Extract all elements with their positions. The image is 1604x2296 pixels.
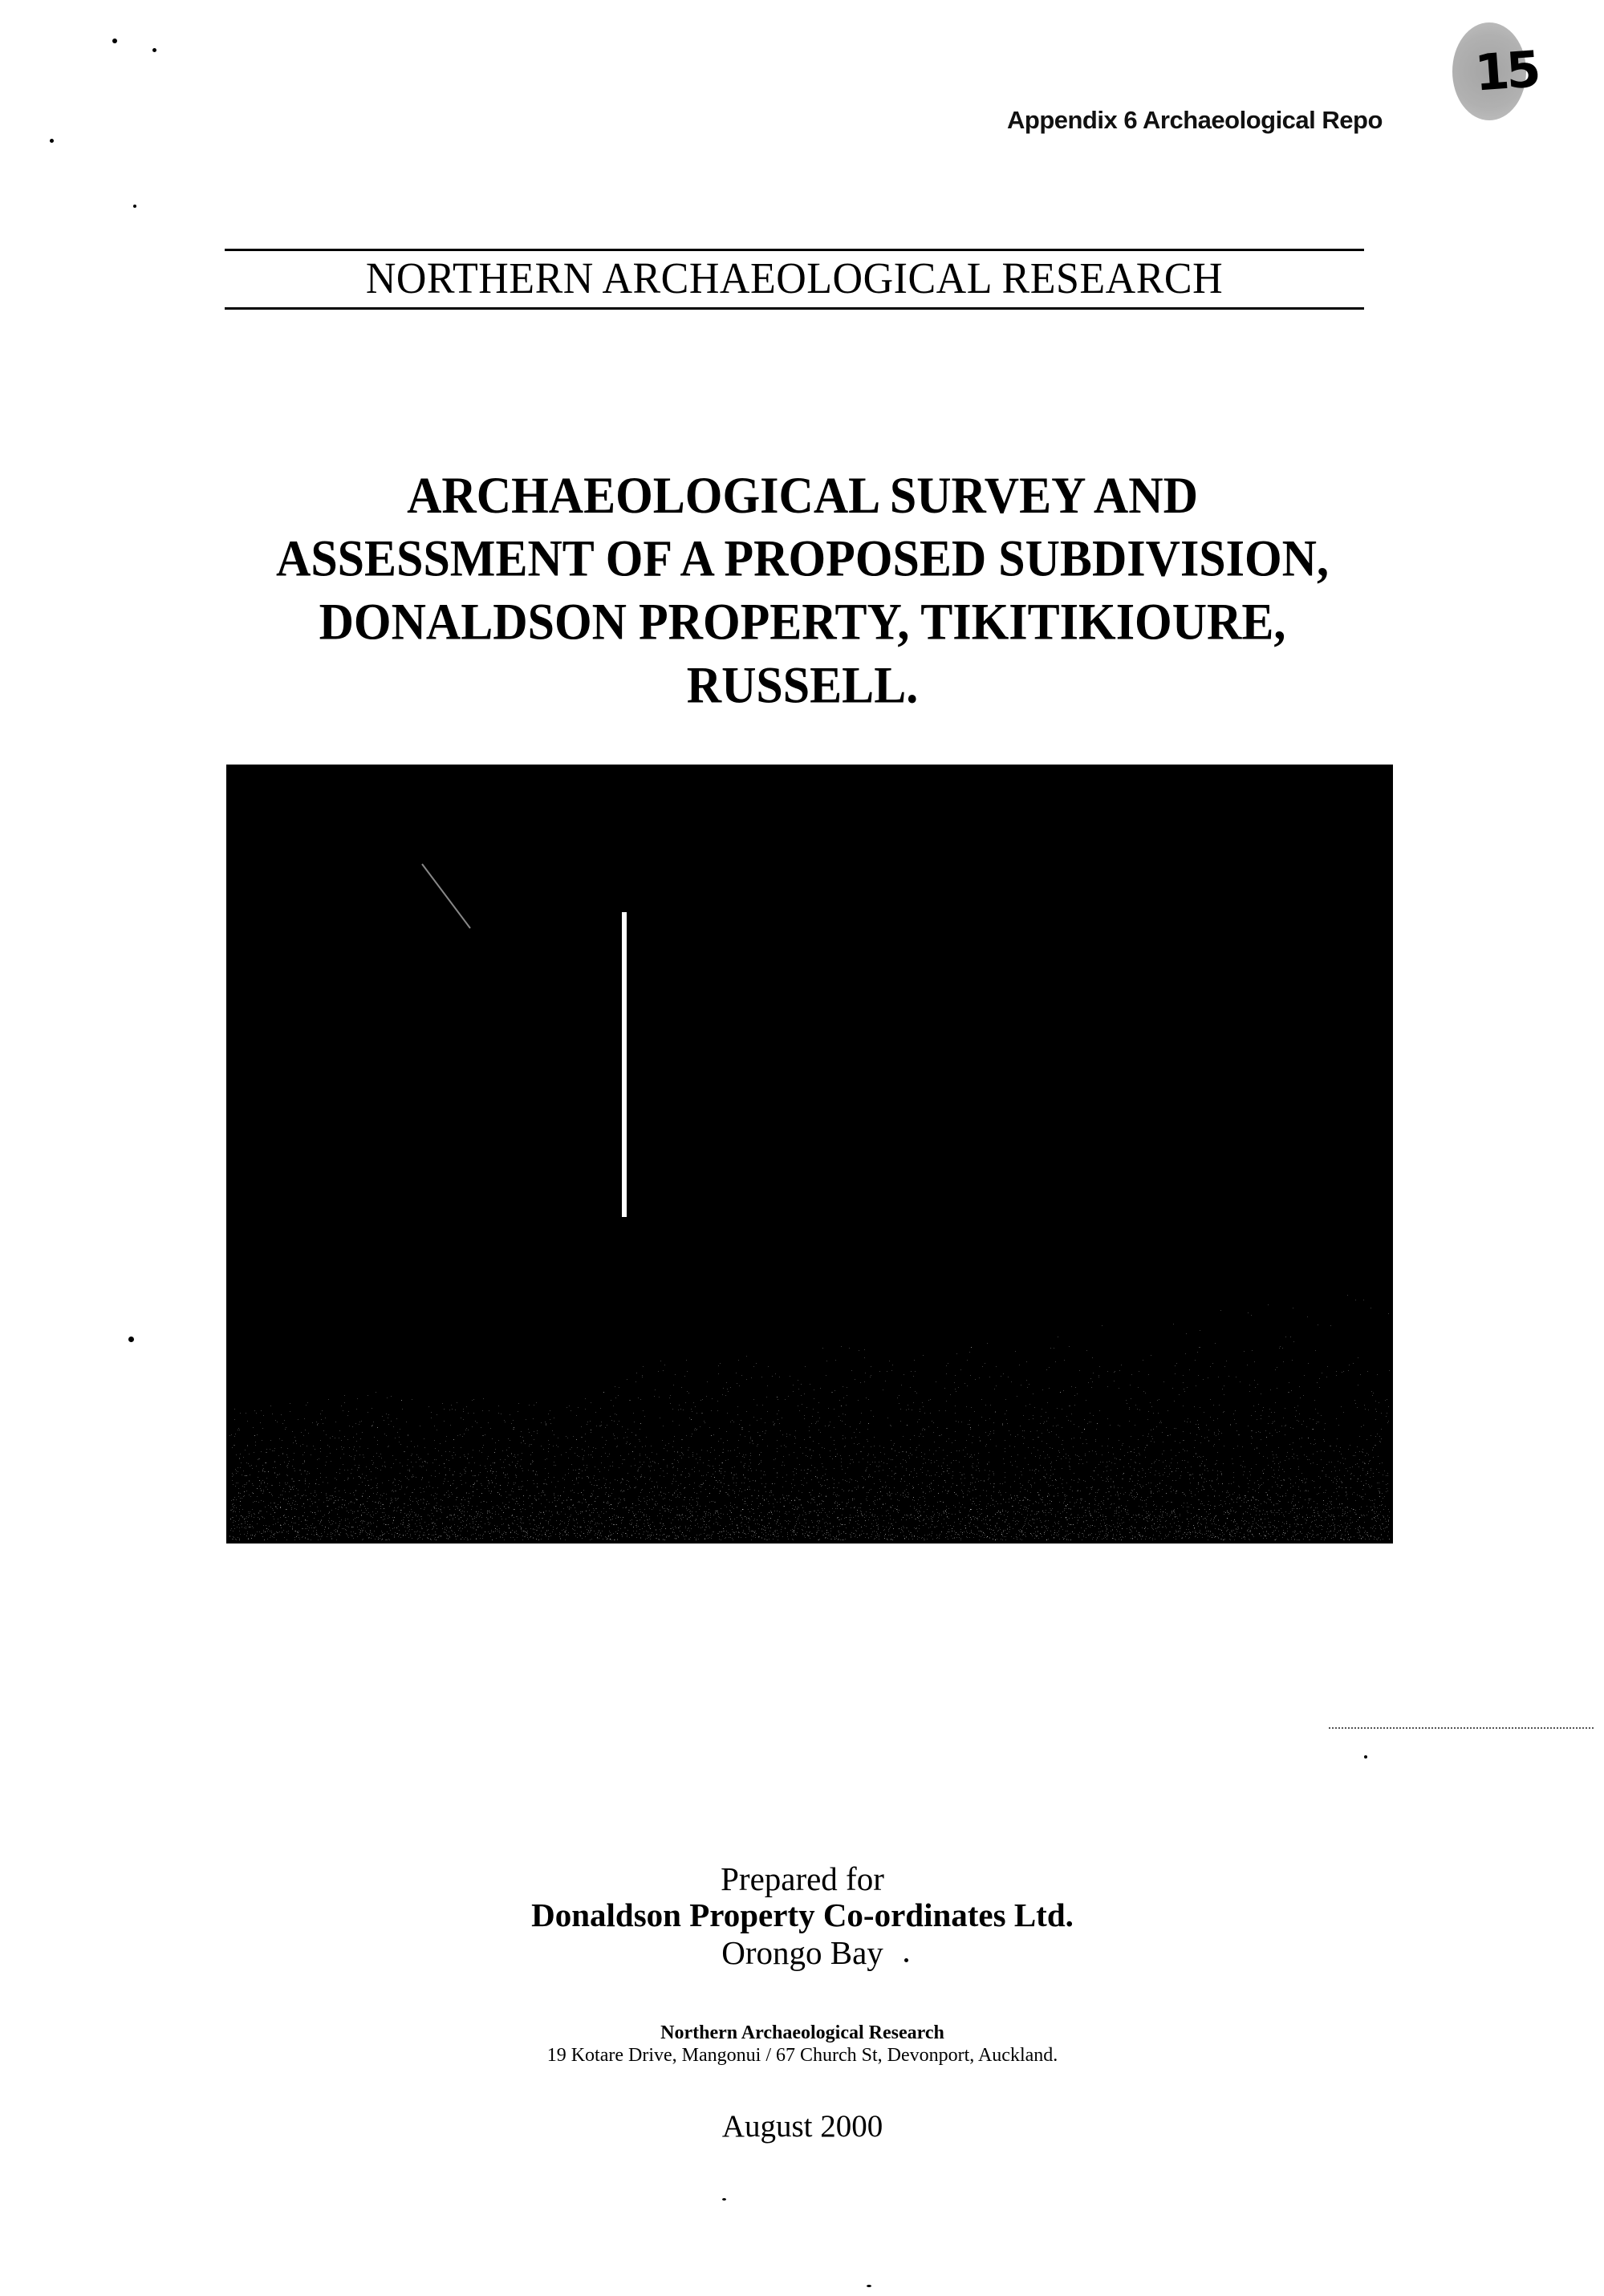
scan-speck [128,1337,134,1342]
scan-speck [112,39,117,43]
ranging-pole [622,912,627,1217]
author-address: 19 Kotare Drive, Mangonui / 67 Church St, Devonport, Auckland. [546,2045,1058,2066]
appendix-label: Appendix 6 Archaeological Repo [1007,106,1383,134]
prepared-for-label: Prepared for [721,1860,884,1897]
scan-speck [722,2198,726,2201]
banner-top-rule [225,249,1364,251]
report-title [120,464,1484,716]
client-name: Donaldson Property Co-ordinates Ltd. [531,1896,1074,1933]
client-location: Orongo Bay [721,1934,883,1971]
title-line-4: RUSSELL. [686,656,919,714]
author-name: Northern Archaeological Research [660,2022,944,2043]
scan-speck [133,205,136,208]
banner-bottom-rule [225,307,1364,310]
cover-photo [226,765,1393,1544]
page-number: 15 [1472,39,1540,103]
organisation-name: NORTHERN ARCHAEOLOGICAL RESEARCH [365,254,1224,303]
photo-image [229,768,1390,1540]
scan-speck [1364,1755,1367,1759]
scan-speck [50,139,54,143]
title-line-2: ASSESSMENT OF A PROPOSED SUBDIVISION, [275,529,1330,587]
title-line-1: ARCHAEOLOGICAL SURVEY AND [407,466,1198,524]
title-line-3: DONALDSON PROPERTY, TIKITIKIOURE, [319,593,1286,651]
report-date: August 2000 [721,2109,883,2144]
scan-speck [826,971,830,974]
scan-speck [867,2285,871,2287]
scan-speck [152,48,156,52]
scan-speck [904,1958,908,1962]
scan-artifact-line [1329,1727,1594,1730]
